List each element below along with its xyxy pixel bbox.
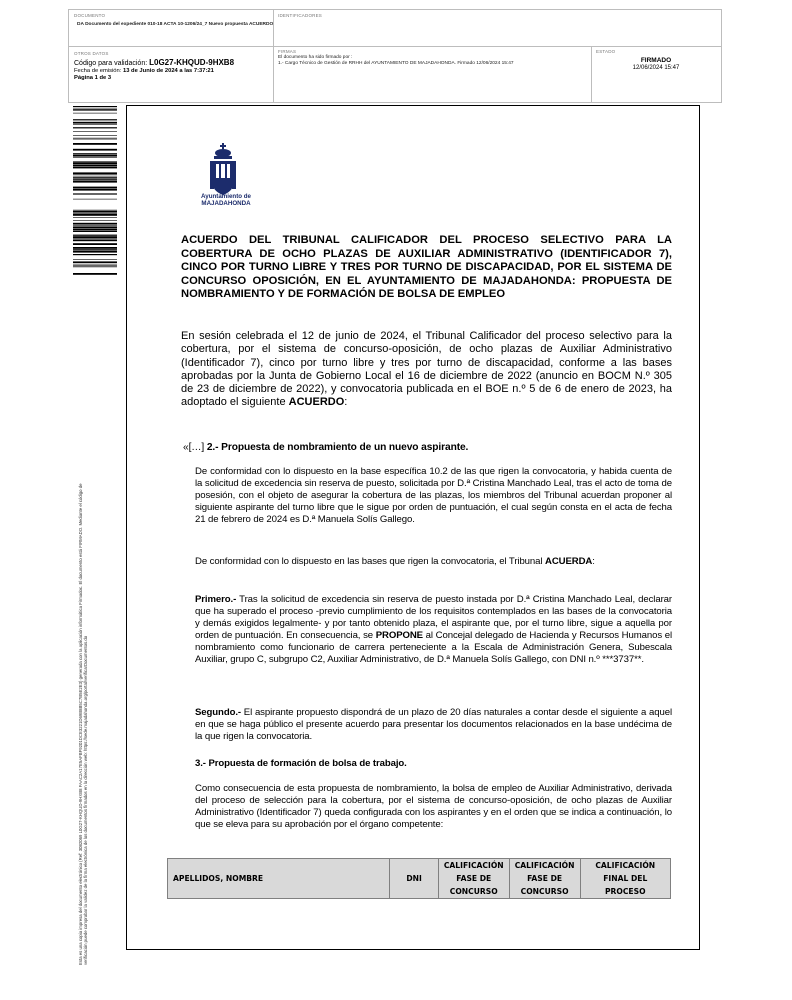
otros-datos-label: OTROS DATOS xyxy=(74,51,109,56)
intro-end: : xyxy=(344,396,348,409)
otros-datos-cell xyxy=(74,51,274,82)
col4-line-2: FASE DE xyxy=(527,874,563,883)
logo-caption xyxy=(191,193,261,207)
document-title: ACUERDO DEL TRIBUNAL CALIFICADOR DEL PROCESO SELECTIVO PARA LA COBERTURA DE OCHO PLAZAS DE AUXILIAR ADMINISTRATIVO (IDENTIFICADOR 7), CINCO POR TURNO LIBRE Y TRES POR TURNO DE DISCAPACIDAD, POR EL SISTEMA DE CONCURSO OPOSICIÓN, EN EL AYUNTAMIENTO DE MAJADAHONDA: PROPUESTA DE NOMBRAMIENTO Y DE FORMACIÓN DE BOLSA DE EMPLEO xyxy=(181,234,672,301)
barcode-image xyxy=(73,106,117,276)
page-number: Página 1 de 3 xyxy=(74,75,112,81)
identificadores-label: IDENTIFICADORES xyxy=(278,13,323,18)
paragraph-segundo xyxy=(195,707,672,743)
estado-block xyxy=(596,57,716,72)
issue-date: 13 de Junio de 2024 a las 7:37:21 xyxy=(123,68,214,74)
col3-line-3: CONCURSO xyxy=(449,887,498,896)
col-dni: DNI xyxy=(390,859,438,899)
intro-bold: ACUERDO xyxy=(288,396,345,409)
signature-header-table xyxy=(68,9,722,103)
segundo-text: El aspirante propuesto dispondrá de un plazo de 20 días naturales a contar desde el siguiente a aquel en que se haga público el presente acuerdo para presentar los documentos relacionados en la base undécima de la que rigen la convocatoria. xyxy=(195,707,672,743)
logo-caption-line-2: MAJADAHONDA xyxy=(201,200,251,207)
logo-caption-line-1: Ayuntamiento de xyxy=(201,193,251,200)
col3-line-2: FASE DE xyxy=(456,874,492,883)
col-apellidos-nombre: APELLIDOS, NOMBRE xyxy=(168,859,390,899)
table-header-row xyxy=(168,859,671,899)
col-calificacion-concurso-2 xyxy=(509,859,580,899)
col4-line-3: CONCURSO xyxy=(520,887,569,896)
acuerda-bold: ACUERDA xyxy=(544,556,593,567)
segundo-label: Segundo.- xyxy=(195,707,241,718)
validation-code-line xyxy=(74,58,274,68)
acuerda-text: De conformidad con lo dispuesto en las bases que rigen la convocatoria, el Tribunal xyxy=(195,556,545,567)
estado-cell xyxy=(596,49,716,72)
intro-text: En sesión celebrada el 12 de junio de 2024, el Tribunal Calificador del proceso selectivo para la cobertura, por el sistema de concurso-oposición, de ocho plazas de Auxiliar Administrativo (Identificador 7), cinco por turno libre y tres por turno de discapacidad, conforme a las bases aprobadas por la Junta de Gobierno Local el 16 de diciembre de 2022 (anuncio en BOCM N.º 305 de 23 de diciembre de 2022), y convocatoria publicada en el BOE n.º 5 de 6 de enero de 2023, ha adoptado el siguiente xyxy=(181,330,672,409)
estado-label: ESTADO xyxy=(596,49,616,54)
paragraph-bolsa: Como consecuencia de esta propuesta de nombramiento, la bolsa de empleo de Auxiliar Administrativo, derivada del proceso de selección para la cobertura, por el sistema de concurso-oposición, de ocho plazas de Auxiliar Administrativo (Identificador 7) queda configurada con los aspirantes y en el orden que se indica a continuación, lo que se eleva para su aprobación por el órgano competente: xyxy=(195,783,672,831)
primero-text-2: al Concejal delegado de Hacienda y Recursos Humanos el nombramiento como funcionario de carrera perteneciente a la Escala de Administración Genera, Subescala Auxiliar, grupo C, subgrupo C2, Auxiliar Administrativo, de D.ª Manuela Solís Gallego, con DNI n.º ***3737**. xyxy=(195,630,672,666)
col3-line-1: CALIFICACIÓN xyxy=(443,861,504,870)
issue-date-line xyxy=(74,68,274,75)
firmas-line-1: El documento ha sido firmado por : xyxy=(278,55,353,60)
acuerda-end: : xyxy=(592,556,595,567)
documento-value: DA Documento del expediente 010-18 ACTA 10-1206/24_7 Nuevo propuesta ACUERDO xyxy=(77,22,274,27)
side-verification-text xyxy=(78,300,104,965)
documento-cell xyxy=(74,13,274,28)
candidates-table xyxy=(167,858,671,899)
issue-date-prefix: Fecha de emisión: xyxy=(74,68,122,74)
section-2-title: 2.- Propuesta de nombramiento de un nuevo aspirante. xyxy=(206,442,469,453)
section-3-heading xyxy=(195,758,672,770)
validation-code[interactable]: L0G27-KHQUD-9HXB8 xyxy=(149,58,235,67)
documento-label: DOCUMENTO xyxy=(74,13,106,18)
validation-code-prefix: Código para validación: xyxy=(74,60,148,67)
paragraph-acuerda xyxy=(195,556,672,568)
side-text-line-2: verificación puede comprobar la validez de la firma electrónica de los documentos firmados en la dirección web: https://sede.majadahonda.org/portal/verificarDocumentos.do xyxy=(83,635,89,965)
firmas-cell xyxy=(278,49,588,67)
primero-text-1: Tras la solicitud de excedencia sin reserva de puesto instada por D.ª Cristina Manchado Leal, declarar que ha superado el proceso -previo cumplimiento de los requisitos contemplados en las bases de la convocatoria y demás exigidos legalmente- y por tanto obtenido plaza, el aspirante que, por el turno libre, sigue a aquella por orden de puntuación. En consecuencia, se xyxy=(195,594,672,642)
section-2-prefix: «[…] xyxy=(183,442,207,453)
estado-date: 12/06/2024 15:47 xyxy=(632,65,680,71)
col5-line-3: PROCESO xyxy=(604,887,646,896)
primero-bold: PROPONE xyxy=(375,630,423,642)
primero-label: Primero.- xyxy=(195,594,237,605)
section-2-heading xyxy=(183,442,660,454)
estado-value: FIRMADO xyxy=(640,57,672,64)
col5-line-2: FINAL DEL xyxy=(603,874,648,883)
firmas-label: FIRMAS xyxy=(278,49,297,54)
paragraph-primero xyxy=(195,594,672,667)
identificadores-cell xyxy=(278,13,588,18)
col-calificacion-final xyxy=(580,859,670,899)
side-text-line-1: Esta es una copia impresa del documento electrónico (Ref: 3082069 L0G27-KHQUD-9HXB8 FAAC2A17E5AFBF9201DCE3221D69B8B5C7B5E2E3) generada con la aplicación informática Firmadoc. El documento está FIRMADO. Mediante el código de xyxy=(78,483,83,965)
col5-line-1: CALIFICACIÓN xyxy=(595,861,656,870)
firmas-line-2: 1.- Cargo Técnico de Gestión de RRHH del AYUNTAMIENTO DE MAJADAHONDA. Firmado 12/06/2024 15:47 xyxy=(278,61,514,66)
intro-paragraph xyxy=(181,330,672,410)
col-calificacion-concurso-1 xyxy=(438,859,509,899)
paragraph-nombramiento: De conformidad con lo dispuesto en la base específica 10.2 de las que rigen la convocatoria, y habida cuenta de la solicitud de excedencia sin reserva de puesto, solicitada por D.ª Cristina Manchado Leal, tras el acto de toma de posesión, con el objeto de asegurar la cobertura de las plazas, los miembros del Tribunal acuerdan proponer al siguiente aspirante del turno libre que le sigue por orden de puntuación, el cual según consta en el acta de fecha 21 de febrero de 2024 es D.ª Manuela Solís Gallego. xyxy=(195,466,672,526)
col4-line-1: CALIFICACIÓN xyxy=(514,861,575,870)
section-3-title: 3.- Propuesta de formación de bolsa de trabajo. xyxy=(195,758,407,769)
